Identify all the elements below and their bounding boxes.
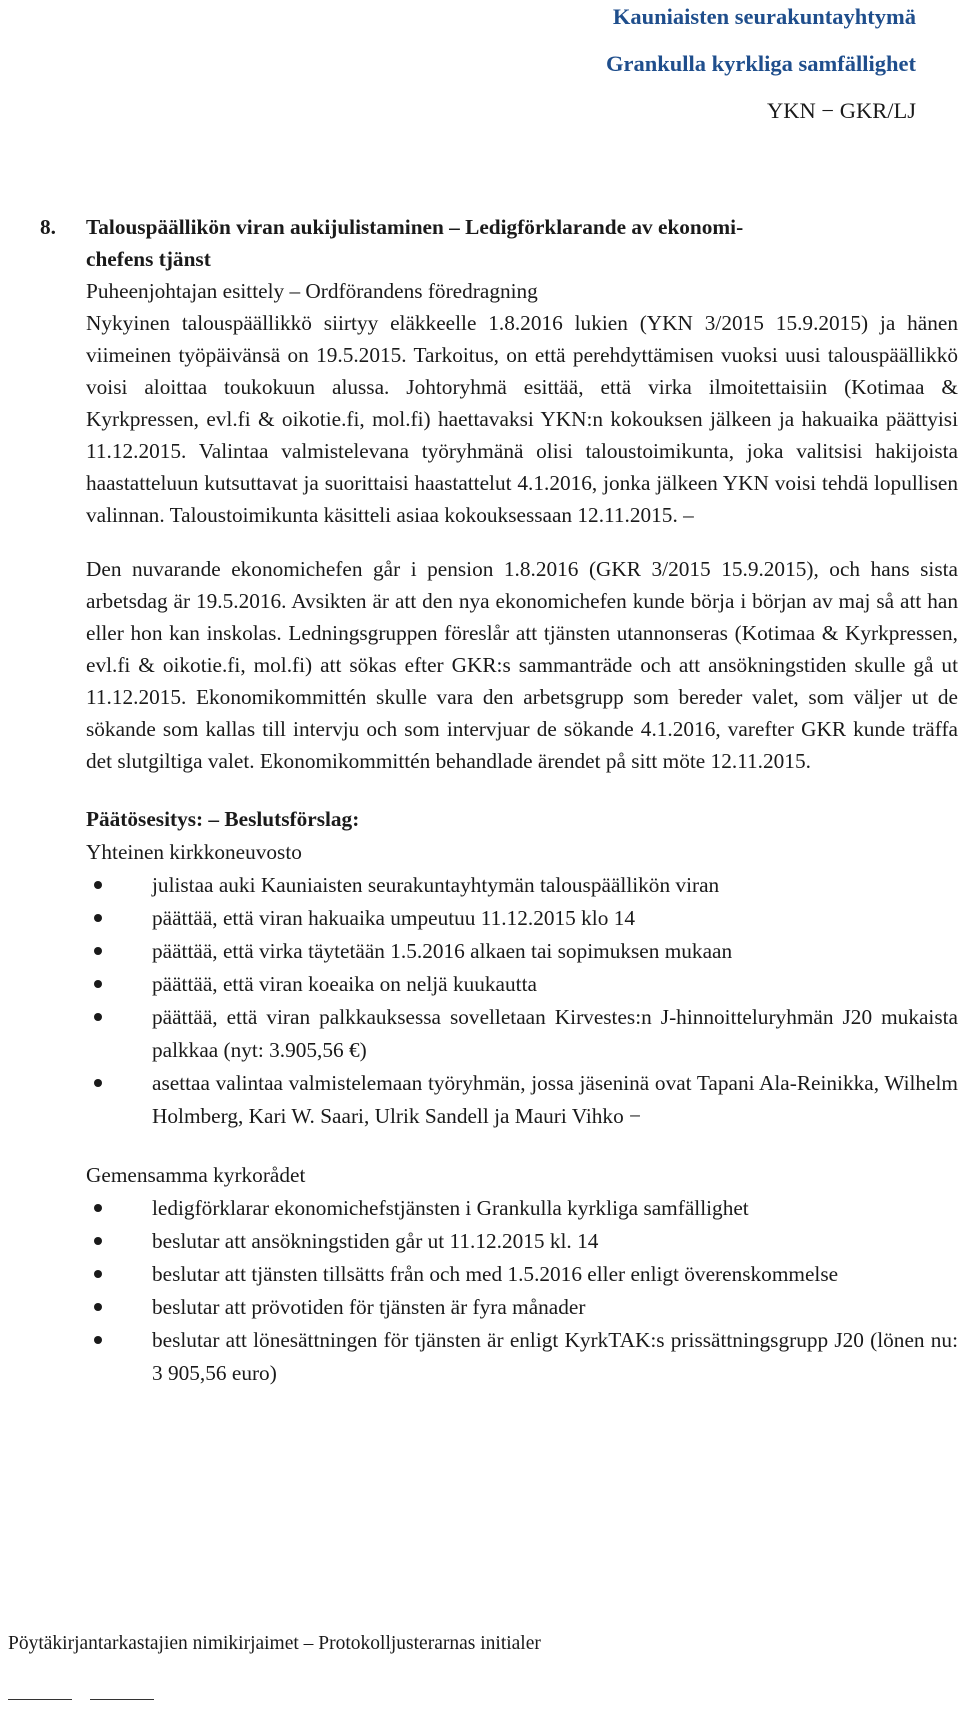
paragraph-sv: Den nuvarande ekonomichefen går i pension 1.8.2016 (GKR 3/2015 15.9.2015), och hans sista arbetsdag är 19.5.2016. Avsikten är att den nya ekonomichefen kunde börja i början av maj så att han eller hon kan inskolas. Ledningsgruppen föreslår att tjänsten utannonseras (Kotimaa & Kyrkpressen, evl.fi & oikotie.fi, mol.fi) att sökas efter GKR:s sammanträde och att ansökningstiden skulle gå ut 11.12.2015. Ekonomikommittén skulle vara den arbetsgrupp som bereder valet, som väljer ut de sökande som kallas till intervju och som intervjuar de sökande 4.1.2016, varefter GKR kunde träffa det slutgiltiga valet. Ekonomikommittén behandlade ärendet på sitt möte 12.11.2015. — [86, 557, 958, 773]
paragraph-fi — [86, 307, 958, 531]
signature-line-1 — [8, 1699, 72, 1700]
list-item: beslutar att tjänsten tillsätts från och med 1.5.2016 eller enligt överenskommelse — [86, 1258, 958, 1291]
list-item: julistaa auki Kauniaisten seurakuntayhtymän talouspäällikön viran — [86, 869, 958, 902]
list-item: beslutar att lönesättningen för tjänsten är enligt KyrkTAK:s prissättningsgrupp J20 (lönen nu: 3 905,56 euro) — [86, 1324, 958, 1390]
decision-heading — [86, 803, 958, 836]
paragraph-fi-text: Nykyinen talouspäällikkö siirtyy eläkkeelle 1.8.2016 lukien (YKN 3/2015 15.9.2015) ja hänen viimeinen työpäivänsä on 19.5.2015. Tarkoitus, on että perehdyttämisen vuoksi uusi talouspäällikkö voisi aloittaa toukokuun alussa. Johtoryhmä esittää, että virka ilmoitettaisiin (Kotimaa & Kyrkpressen, evl.fi & oikotie.fi, mol.fi) haettavaksi YKN:n kokouksen jälkeen ja hakuaika päättyisi 11.12.2015. Valintaa valmistelevana työryhmänä olisi taloustoimikunta, joka valitsisi hakijoista haastatteluun kutsuttavat ja suorittaisi haastattelut 4.1.2016, jonka jälkeen YKN voisi tehdä lopullisen valinnan. Taloustoimikunta käsitteli asiaa kokouksessaan 12.11.2015. — [86, 311, 958, 527]
list-item: asettaa valintaa valmistelemaan työryhmän, jossa jäseninä ovat Tapani Ala-Reinikka, Wilhelm Holmberg, Kari W. Saari, Ulrik Sandell ja Mauri Vihko − — [86, 1067, 958, 1133]
signature-line-2 — [90, 1699, 154, 1700]
list-item: ledigförklarar ekonomichefstjänsten i Grankulla kyrkliga samfällighet — [86, 1192, 958, 1225]
meeting-code: YKN − GKR/LJ — [767, 98, 916, 123]
list-item: päättää, että viran palkkauksessa sovelletaan Kirvestes:n J-hinnoitteluryhmän J20 mukaista palkkaa (nyt: 3.905,56 €) — [86, 1001, 958, 1067]
presenter-line: Puheenjohtajan esittely – Ordförandens föredragning — [86, 279, 538, 303]
list-item: päättää, että virka täytetään 1.5.2016 alkaen tai sopimuksen mukaan — [86, 935, 958, 968]
org-name-sv: Grankulla kyrkliga samfällighet — [605, 51, 916, 76]
footer-initials-label: Pöytäkirjantarkastajien nimikirjaimet – Protokolljusterarnas initialer — [8, 1633, 541, 1654]
decision-list-sv — [86, 1192, 958, 1390]
decision-heading-text: Päätösesitys: – Beslutsförslag: — [86, 807, 360, 831]
agenda-item — [40, 211, 958, 1390]
item-title — [40, 211, 958, 275]
item-title-line1: Talouspäällikön viran aukijulistaminen – Ledigförklarande av ekonomi- — [86, 215, 744, 239]
item-number: 8. — [40, 215, 56, 239]
decision-body-sv: Gemensamma kyrkorådet — [86, 1163, 306, 1187]
item-title-line2: chefens tjänst — [86, 247, 211, 271]
list-item: beslutar att ansökningstiden går ut 11.12.2015 kl. 14 — [86, 1225, 958, 1258]
org-name-fi: Kauniaisten seurakuntayhtymä — [612, 4, 916, 29]
list-item: beslutar att prövotiden för tjänsten är fyra månader — [86, 1291, 958, 1324]
list-item: päättää, että viran hakuaika umpeutuu 11.12.2015 klo 14 — [86, 902, 958, 935]
decision-body-fi: Yhteinen kirkkoneuvosto — [86, 840, 302, 864]
paragraph-fi-dash: – — [677, 503, 694, 527]
document-header — [606, 0, 916, 127]
decision-list-fi — [86, 869, 958, 1133]
list-item: päättää, että viran koeaika on neljä kuukautta — [86, 968, 958, 1001]
